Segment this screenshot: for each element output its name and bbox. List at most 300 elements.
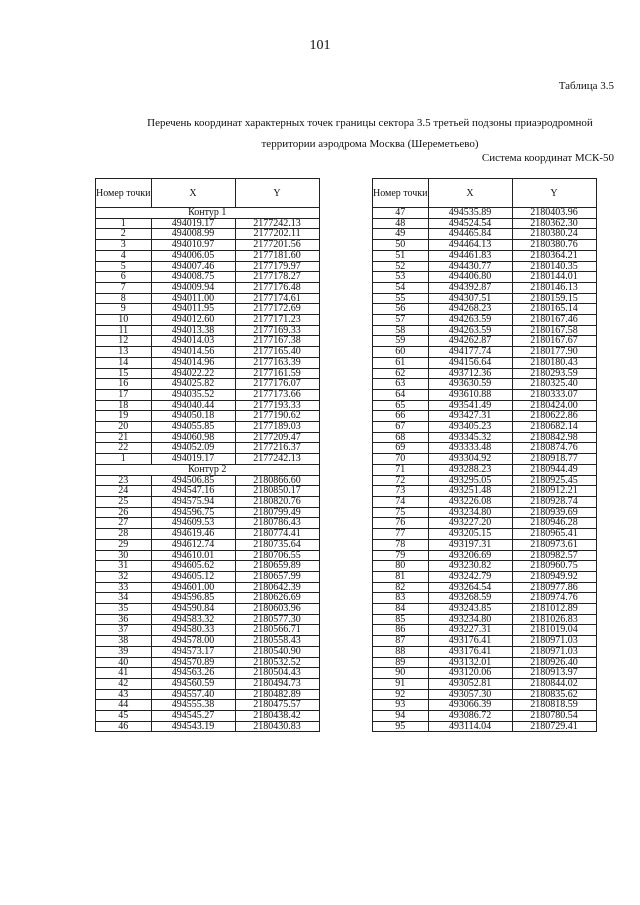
point-number-cell: 72 bbox=[373, 475, 429, 486]
table-row bbox=[373, 604, 597, 615]
table-row bbox=[373, 315, 597, 326]
y-coordinate-cell: 2180842.98 bbox=[512, 432, 596, 443]
table-row bbox=[373, 711, 597, 722]
table-row bbox=[373, 389, 597, 400]
x-coordinate-cell: 494612.74 bbox=[151, 539, 235, 550]
x-coordinate-cell: 494590.84 bbox=[151, 604, 235, 615]
y-coordinate-cell: 2181012.89 bbox=[512, 604, 596, 615]
point-number-cell: 9 bbox=[96, 304, 152, 315]
point-number-cell: 7 bbox=[96, 282, 152, 293]
table-row bbox=[373, 357, 597, 368]
point-number-cell: 66 bbox=[373, 411, 429, 422]
point-number-cell: 88 bbox=[373, 646, 429, 657]
table-row bbox=[96, 315, 320, 326]
y-coordinate-cell: 2180786.43 bbox=[235, 518, 319, 529]
x-coordinate-cell: 493405.23 bbox=[428, 422, 512, 433]
y-coordinate-cell: 2177174.61 bbox=[235, 293, 319, 304]
point-number-cell: 52 bbox=[373, 261, 429, 272]
table-body-right bbox=[373, 208, 597, 732]
y-coordinate-cell: 2180799.49 bbox=[235, 507, 319, 518]
point-number-cell: 1 bbox=[96, 218, 152, 229]
x-coordinate-cell: 493132.01 bbox=[428, 657, 512, 668]
point-number-cell: 74 bbox=[373, 496, 429, 507]
table-header-row bbox=[373, 179, 597, 208]
x-coordinate-cell: 494610.01 bbox=[151, 550, 235, 561]
point-number-cell: 73 bbox=[373, 486, 429, 497]
x-coordinate-cell: 494156.64 bbox=[428, 357, 512, 368]
x-coordinate-cell: 494022.22 bbox=[151, 368, 235, 379]
x-coordinate-cell: 494543.19 bbox=[151, 721, 235, 732]
table-row bbox=[96, 550, 320, 561]
x-coordinate-cell: 494019.17 bbox=[151, 218, 235, 229]
point-number-cell: 21 bbox=[96, 432, 152, 443]
y-coordinate-cell: 2180380.24 bbox=[512, 229, 596, 240]
point-number-cell: 17 bbox=[96, 389, 152, 400]
x-coordinate-cell: 493427.31 bbox=[428, 411, 512, 422]
x-coordinate-cell: 494575.94 bbox=[151, 496, 235, 507]
point-number-cell: 78 bbox=[373, 539, 429, 550]
point-number-cell: 84 bbox=[373, 604, 429, 615]
y-coordinate-cell: 2180540.90 bbox=[235, 646, 319, 657]
y-coordinate-cell: 2180925.45 bbox=[512, 475, 596, 486]
y-coordinate-cell: 2180532.52 bbox=[235, 657, 319, 668]
x-coordinate-cell: 493264.54 bbox=[428, 582, 512, 593]
point-number-cell: 10 bbox=[96, 315, 152, 326]
table-row bbox=[96, 518, 320, 529]
table-row bbox=[96, 368, 320, 379]
point-number-cell: 59 bbox=[373, 336, 429, 347]
table-row bbox=[96, 347, 320, 358]
point-number-cell: 68 bbox=[373, 432, 429, 443]
x-coordinate-cell: 494006.05 bbox=[151, 250, 235, 261]
y-coordinate-cell: 2180965.41 bbox=[512, 529, 596, 540]
table-row bbox=[96, 400, 320, 411]
y-coordinate-cell: 2177201.56 bbox=[235, 240, 319, 251]
table-row bbox=[373, 614, 597, 625]
x-coordinate-cell: 494035.52 bbox=[151, 389, 235, 400]
y-coordinate-cell: 2180566.71 bbox=[235, 625, 319, 636]
x-coordinate-cell: 494025.82 bbox=[151, 379, 235, 390]
point-number-cell: 60 bbox=[373, 347, 429, 358]
table-header-row bbox=[96, 179, 320, 208]
point-number-cell: 67 bbox=[373, 422, 429, 433]
table-row bbox=[96, 582, 320, 593]
table-row bbox=[96, 218, 320, 229]
point-number-cell: 63 bbox=[373, 379, 429, 390]
point-number-cell: 89 bbox=[373, 657, 429, 668]
point-number-cell: 86 bbox=[373, 625, 429, 636]
point-number-cell: 42 bbox=[96, 678, 152, 689]
y-coordinate-cell: 2177169.33 bbox=[235, 325, 319, 336]
table-row bbox=[373, 625, 597, 636]
table-row bbox=[373, 475, 597, 486]
x-coordinate-cell: 493066.39 bbox=[428, 700, 512, 711]
table-row bbox=[373, 678, 597, 689]
y-coordinate-cell: 2180913.97 bbox=[512, 668, 596, 679]
point-number-cell: 1 bbox=[96, 454, 152, 465]
point-number-cell: 23 bbox=[96, 475, 152, 486]
x-coordinate-cell: 494013.38 bbox=[151, 325, 235, 336]
table-row bbox=[96, 432, 320, 443]
x-coordinate-cell: 493234.80 bbox=[428, 614, 512, 625]
x-coordinate-cell: 494406.80 bbox=[428, 272, 512, 283]
point-number-cell: 28 bbox=[96, 529, 152, 540]
y-coordinate-cell: 2177172.69 bbox=[235, 304, 319, 315]
table-row bbox=[373, 229, 597, 240]
point-number-cell: 36 bbox=[96, 614, 152, 625]
point-number-cell: 5 bbox=[96, 261, 152, 272]
table-row bbox=[96, 272, 320, 283]
y-coordinate-cell: 2180325.40 bbox=[512, 379, 596, 390]
point-number-cell: 6 bbox=[96, 272, 152, 283]
x-coordinate-cell: 494040.44 bbox=[151, 400, 235, 411]
table-row bbox=[96, 240, 320, 251]
contour-label: Контур 2 bbox=[96, 464, 320, 475]
table-row bbox=[373, 454, 597, 465]
y-coordinate-cell: 2180577.30 bbox=[235, 614, 319, 625]
table-row bbox=[373, 721, 597, 732]
y-coordinate-cell: 2180939.69 bbox=[512, 507, 596, 518]
table-row bbox=[96, 700, 320, 711]
point-number-cell: 32 bbox=[96, 571, 152, 582]
coordinate-system: Система координат МСК-50 bbox=[481, 152, 614, 164]
x-coordinate-cell: 494430.77 bbox=[428, 261, 512, 272]
table-row bbox=[96, 614, 320, 625]
table-body-left bbox=[96, 208, 320, 732]
point-number-cell: 19 bbox=[96, 411, 152, 422]
table-row bbox=[96, 539, 320, 550]
table-row bbox=[96, 657, 320, 668]
y-coordinate-cell: 2180706.55 bbox=[235, 550, 319, 561]
y-coordinate-cell: 2180926.40 bbox=[512, 657, 596, 668]
x-coordinate-cell: 493234.80 bbox=[428, 507, 512, 518]
x-coordinate-cell: 493242.79 bbox=[428, 571, 512, 582]
table-row bbox=[373, 432, 597, 443]
x-coordinate-cell: 494596.75 bbox=[151, 507, 235, 518]
table-row bbox=[373, 582, 597, 593]
point-number-cell: 83 bbox=[373, 593, 429, 604]
x-coordinate-cell: 494578.00 bbox=[151, 636, 235, 647]
table-row bbox=[373, 304, 597, 315]
point-number-cell: 33 bbox=[96, 582, 152, 593]
x-coordinate-cell: 494580.33 bbox=[151, 625, 235, 636]
table-row bbox=[373, 400, 597, 411]
table-row bbox=[96, 571, 320, 582]
x-coordinate-cell: 493610.88 bbox=[428, 389, 512, 400]
y-coordinate-cell: 2177216.37 bbox=[235, 443, 319, 454]
table-row bbox=[373, 636, 597, 647]
y-coordinate-cell: 2180424.00 bbox=[512, 400, 596, 411]
x-coordinate-cell: 493052.81 bbox=[428, 678, 512, 689]
point-number-cell: 25 bbox=[96, 496, 152, 507]
table-row bbox=[96, 486, 320, 497]
y-coordinate-cell: 2180977.86 bbox=[512, 582, 596, 593]
y-coordinate-cell: 2180918.77 bbox=[512, 454, 596, 465]
point-number-cell: 77 bbox=[373, 529, 429, 540]
y-coordinate-cell: 2180960.75 bbox=[512, 561, 596, 572]
table-row bbox=[373, 443, 597, 454]
y-coordinate-cell: 2180177.90 bbox=[512, 347, 596, 358]
point-number-cell: 49 bbox=[373, 229, 429, 240]
x-coordinate-cell: 493295.05 bbox=[428, 475, 512, 486]
y-coordinate-cell: 2180944.49 bbox=[512, 464, 596, 475]
point-number-cell: 57 bbox=[373, 315, 429, 326]
x-coordinate-cell: 493268.59 bbox=[428, 593, 512, 604]
x-coordinate-cell: 494560.59 bbox=[151, 678, 235, 689]
point-number-cell: 3 bbox=[96, 240, 152, 251]
x-coordinate-cell: 494014.96 bbox=[151, 357, 235, 368]
x-coordinate-cell: 493227.31 bbox=[428, 625, 512, 636]
x-coordinate-cell: 493057.30 bbox=[428, 689, 512, 700]
table-row bbox=[373, 657, 597, 668]
table-row bbox=[373, 272, 597, 283]
point-number-cell: 87 bbox=[373, 636, 429, 647]
x-coordinate-cell: 494012.60 bbox=[151, 315, 235, 326]
x-coordinate-cell: 493243.85 bbox=[428, 604, 512, 615]
point-number-cell: 2 bbox=[96, 229, 152, 240]
y-coordinate-cell: 2180180.43 bbox=[512, 357, 596, 368]
point-number-cell: 13 bbox=[96, 347, 152, 358]
x-coordinate-cell: 494014.03 bbox=[151, 336, 235, 347]
table-row bbox=[373, 593, 597, 604]
table-row bbox=[373, 668, 597, 679]
point-number-cell: 39 bbox=[96, 646, 152, 657]
table-row bbox=[96, 475, 320, 486]
table-row bbox=[96, 293, 320, 304]
y-coordinate-cell: 2180144.01 bbox=[512, 272, 596, 283]
y-coordinate-cell: 2180973.61 bbox=[512, 539, 596, 550]
table-row bbox=[96, 625, 320, 636]
table-row bbox=[96, 604, 320, 615]
x-coordinate-cell: 494605.12 bbox=[151, 571, 235, 582]
point-number-cell: 54 bbox=[373, 282, 429, 293]
table-row bbox=[96, 411, 320, 422]
y-coordinate-cell: 2180438.42 bbox=[235, 711, 319, 722]
table-row bbox=[96, 282, 320, 293]
point-number-cell: 45 bbox=[96, 711, 152, 722]
y-coordinate-cell: 2177190.62 bbox=[235, 411, 319, 422]
x-coordinate-cell: 494262.87 bbox=[428, 336, 512, 347]
x-coordinate-cell: 493345.32 bbox=[428, 432, 512, 443]
point-number-cell: 18 bbox=[96, 400, 152, 411]
y-coordinate-cell: 2180659.89 bbox=[235, 561, 319, 572]
y-coordinate-cell: 2180167.58 bbox=[512, 325, 596, 336]
point-number-cell: 14 bbox=[96, 357, 152, 368]
table-row bbox=[96, 646, 320, 657]
x-coordinate-cell: 494563.26 bbox=[151, 668, 235, 679]
point-number-cell: 82 bbox=[373, 582, 429, 593]
table-row bbox=[96, 507, 320, 518]
y-coordinate-cell: 2177242.13 bbox=[235, 454, 319, 465]
point-number-cell: 27 bbox=[96, 518, 152, 529]
x-coordinate-cell: 494307.51 bbox=[428, 293, 512, 304]
table-row bbox=[96, 443, 320, 454]
x-coordinate-cell: 493086.72 bbox=[428, 711, 512, 722]
x-coordinate-cell: 493226.08 bbox=[428, 496, 512, 507]
table-row bbox=[373, 561, 597, 572]
x-coordinate-cell: 494535.89 bbox=[428, 208, 512, 219]
table-label: Таблица 3.5 bbox=[558, 80, 614, 92]
table-row bbox=[373, 293, 597, 304]
x-coordinate-cell: 494465.84 bbox=[428, 229, 512, 240]
x-coordinate-cell: 493206.69 bbox=[428, 550, 512, 561]
x-coordinate-cell: 494055.85 bbox=[151, 422, 235, 433]
x-coordinate-cell: 494524.54 bbox=[428, 218, 512, 229]
y-coordinate-cell: 2180820.76 bbox=[235, 496, 319, 507]
point-number-cell: 65 bbox=[373, 400, 429, 411]
point-number-cell: 85 bbox=[373, 614, 429, 625]
table-row bbox=[96, 689, 320, 700]
x-coordinate-cell: 494052.09 bbox=[151, 443, 235, 454]
y-coordinate-cell: 2180504.43 bbox=[235, 668, 319, 679]
x-coordinate-cell: 494263.59 bbox=[428, 325, 512, 336]
table-row bbox=[96, 304, 320, 315]
y-coordinate-cell: 2180165.14 bbox=[512, 304, 596, 315]
y-coordinate-cell: 2180380.76 bbox=[512, 240, 596, 251]
y-coordinate-cell: 2177176.48 bbox=[235, 282, 319, 293]
y-coordinate-cell: 2180729.41 bbox=[512, 721, 596, 732]
point-number-cell: 37 bbox=[96, 625, 152, 636]
x-coordinate-cell: 494268.23 bbox=[428, 304, 512, 315]
x-coordinate-cell: 494461.83 bbox=[428, 250, 512, 261]
x-coordinate-cell: 494547.16 bbox=[151, 486, 235, 497]
coordinates-table-left bbox=[95, 178, 320, 732]
x-coordinate-cell: 494019.17 bbox=[151, 454, 235, 465]
y-coordinate-cell: 2180146.13 bbox=[512, 282, 596, 293]
point-number-cell: 56 bbox=[373, 304, 429, 315]
y-coordinate-cell: 2180982.57 bbox=[512, 550, 596, 561]
x-coordinate-cell: 494583.32 bbox=[151, 614, 235, 625]
y-coordinate-cell: 2180946.28 bbox=[512, 518, 596, 529]
table-row bbox=[373, 208, 597, 219]
table-row bbox=[373, 646, 597, 657]
point-number-cell: 47 bbox=[373, 208, 429, 219]
point-number-cell: 38 bbox=[96, 636, 152, 647]
point-number-cell: 90 bbox=[373, 668, 429, 679]
table-row bbox=[96, 711, 320, 722]
y-coordinate-cell: 2180866.60 bbox=[235, 475, 319, 486]
x-coordinate-cell: 494010.97 bbox=[151, 240, 235, 251]
x-coordinate-cell: 494596.85 bbox=[151, 593, 235, 604]
x-coordinate-cell: 493227.20 bbox=[428, 518, 512, 529]
point-number-cell: 40 bbox=[96, 657, 152, 668]
header-x: X bbox=[151, 179, 235, 208]
header-y: Y bbox=[235, 179, 319, 208]
point-number-cell: 64 bbox=[373, 389, 429, 400]
table-row bbox=[373, 496, 597, 507]
y-coordinate-cell: 2180482.89 bbox=[235, 689, 319, 700]
table-row bbox=[373, 571, 597, 582]
table-row bbox=[96, 593, 320, 604]
header-point-number: Номер точки bbox=[96, 179, 152, 208]
x-coordinate-cell: 494011.00 bbox=[151, 293, 235, 304]
x-coordinate-cell: 493251.48 bbox=[428, 486, 512, 497]
y-coordinate-cell: 2180364.21 bbox=[512, 250, 596, 261]
table-row bbox=[96, 422, 320, 433]
x-coordinate-cell: 493541.49 bbox=[428, 400, 512, 411]
x-coordinate-cell: 494177.74 bbox=[428, 347, 512, 358]
point-number-cell: 31 bbox=[96, 561, 152, 572]
x-coordinate-cell: 493120.06 bbox=[428, 668, 512, 679]
point-number-cell: 55 bbox=[373, 293, 429, 304]
point-number-cell: 61 bbox=[373, 357, 429, 368]
y-coordinate-cell: 2180140.35 bbox=[512, 261, 596, 272]
table-row bbox=[373, 411, 597, 422]
x-coordinate-cell: 494011.95 bbox=[151, 304, 235, 315]
x-coordinate-cell: 493176.41 bbox=[428, 636, 512, 647]
y-coordinate-cell: 2180558.43 bbox=[235, 636, 319, 647]
point-number-cell: 16 bbox=[96, 379, 152, 390]
table-row bbox=[96, 529, 320, 540]
table-row bbox=[373, 282, 597, 293]
table-row bbox=[96, 454, 320, 465]
x-coordinate-cell: 494060.98 bbox=[151, 432, 235, 443]
x-coordinate-cell: 494570.89 bbox=[151, 657, 235, 668]
point-number-cell: 34 bbox=[96, 593, 152, 604]
point-number-cell: 91 bbox=[373, 678, 429, 689]
y-coordinate-cell: 2180949.92 bbox=[512, 571, 596, 582]
table-row bbox=[373, 518, 597, 529]
table-row bbox=[96, 379, 320, 390]
table-row bbox=[373, 240, 597, 251]
y-coordinate-cell: 2180603.96 bbox=[235, 604, 319, 615]
y-coordinate-cell: 2180928.74 bbox=[512, 496, 596, 507]
point-number-cell: 95 bbox=[373, 721, 429, 732]
y-coordinate-cell: 2177176.07 bbox=[235, 379, 319, 390]
point-number-cell: 62 bbox=[373, 368, 429, 379]
x-coordinate-cell: 493114.04 bbox=[428, 721, 512, 732]
x-coordinate-cell: 494601.00 bbox=[151, 582, 235, 593]
x-coordinate-cell: 494506.85 bbox=[151, 475, 235, 486]
y-coordinate-cell: 2180494.73 bbox=[235, 678, 319, 689]
y-coordinate-cell: 2181019.04 bbox=[512, 625, 596, 636]
y-coordinate-cell: 2180835.62 bbox=[512, 689, 596, 700]
table-row bbox=[96, 678, 320, 689]
x-coordinate-cell: 493333.48 bbox=[428, 443, 512, 454]
table-row bbox=[373, 347, 597, 358]
point-number-cell: 15 bbox=[96, 368, 152, 379]
y-coordinate-cell: 2177242.13 bbox=[235, 218, 319, 229]
table-title bbox=[120, 113, 620, 155]
point-number-cell: 11 bbox=[96, 325, 152, 336]
y-coordinate-cell: 2177179.97 bbox=[235, 261, 319, 272]
title-line-1: Перечень координат характерных точек границы сектора 3.5 третьей подзоны приаэродромной bbox=[147, 117, 593, 129]
point-number-cell: 24 bbox=[96, 486, 152, 497]
table-row bbox=[373, 336, 597, 347]
y-coordinate-cell: 2181026.83 bbox=[512, 614, 596, 625]
point-number-cell: 22 bbox=[96, 443, 152, 454]
table-row bbox=[373, 689, 597, 700]
point-number-cell: 8 bbox=[96, 293, 152, 304]
table-row bbox=[96, 636, 320, 647]
point-number-cell: 69 bbox=[373, 443, 429, 454]
y-coordinate-cell: 2180780.54 bbox=[512, 711, 596, 722]
y-coordinate-cell: 2180430.83 bbox=[235, 721, 319, 732]
header-point-number: Номер точки bbox=[373, 179, 429, 208]
x-coordinate-cell: 493304.92 bbox=[428, 454, 512, 465]
y-coordinate-cell: 2180850.17 bbox=[235, 486, 319, 497]
table-row bbox=[96, 261, 320, 272]
x-coordinate-cell: 494014.56 bbox=[151, 347, 235, 358]
point-number-cell: 71 bbox=[373, 464, 429, 475]
y-coordinate-cell: 2180333.07 bbox=[512, 389, 596, 400]
y-coordinate-cell: 2177189.03 bbox=[235, 422, 319, 433]
y-coordinate-cell: 2180818.59 bbox=[512, 700, 596, 711]
y-coordinate-cell: 2180642.39 bbox=[235, 582, 319, 593]
table-row bbox=[373, 700, 597, 711]
y-coordinate-cell: 2180159.15 bbox=[512, 293, 596, 304]
table-row bbox=[373, 250, 597, 261]
